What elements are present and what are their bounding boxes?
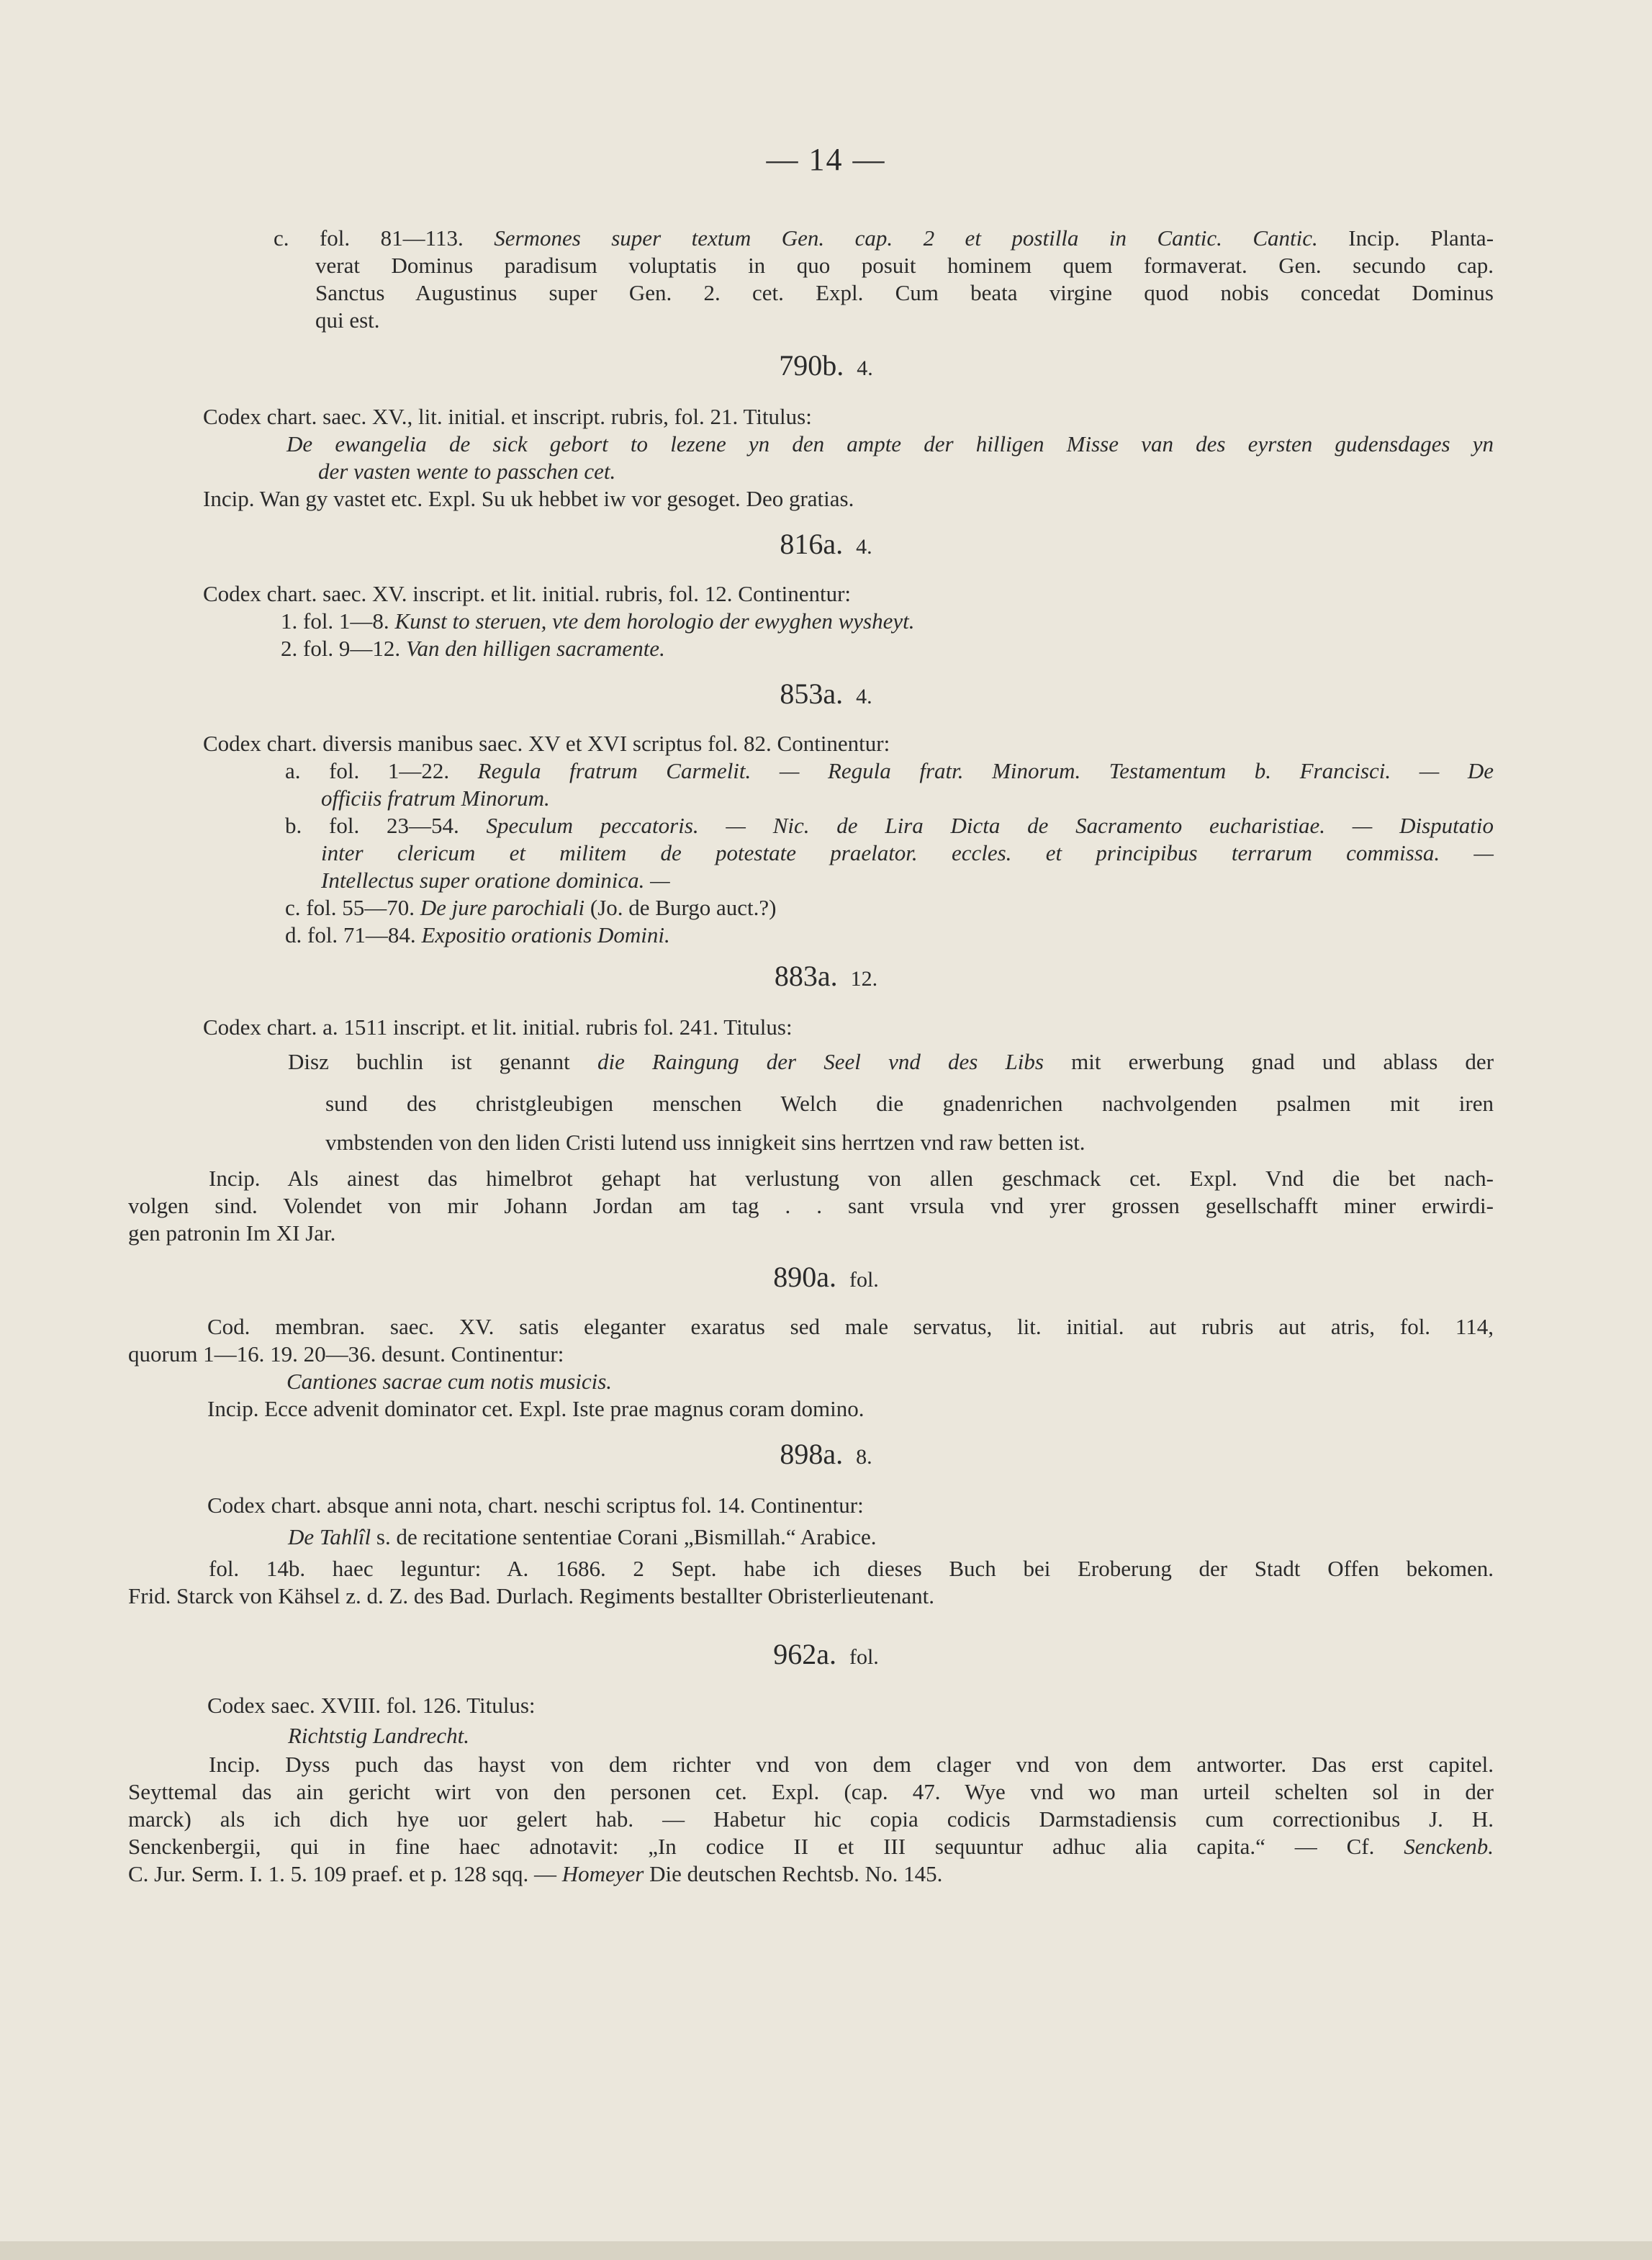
- text-line: 2. fol. 9—12. Van den hilligen sacramente.: [281, 636, 665, 661]
- text-line: Intellectus super oratione dominica. —: [321, 868, 670, 893]
- text-line: Incip. Wan gy vastet etc. Expl. Su uk hebbet iw vor gesoget. Deo gratias.: [203, 486, 854, 511]
- text-line: De ewangelia de sick gebort to lezene yn den ampte der hilligen Misse van des eyrsten gudensdages yn: [286, 431, 1494, 456]
- text-line: inter clericum et militem de potestate praelator. eccles. et principibus terrarum commissa. —: [321, 840, 1494, 865]
- text-line: Richtstig Landrecht.: [288, 1723, 469, 1748]
- text-line: 1. fol. 1—8. Kunst to steruen, vte dem horologio der ewyghen wysheyt.: [281, 608, 915, 634]
- text-line: der vasten wente to passchen cet.: [318, 459, 616, 484]
- text-line: Cantiones sacrae cum notis musicis.: [286, 1369, 613, 1394]
- text-line: De Tahlîl s. de recitatione sententiae Corani „Bismillah.“ Arabice.: [288, 1524, 877, 1549]
- text-line: Incip. Als ainest das himelbrot gehapt hat verlustung von allen geschmack cet. Expl. Vnd die bet nach-: [209, 1166, 1494, 1191]
- text-line: verat Dominus paradisum voluptatis in quo posuit hominem quem formaverat. Gen. secundo cap.: [315, 253, 1494, 278]
- text-line: Seyttemal das ain gericht wirt von den personen cet. Expl. (cap. 47. Wye vnd wo man urteil schelten sol in der: [128, 1779, 1494, 1804]
- entry-heading: 853a. 4.: [780, 677, 872, 710]
- text-line: Incip. Ecce advenit dominator cet. Expl. Iste prae magnus coram domino.: [207, 1396, 865, 1421]
- text-line: marck) als ich dich hye uor gelert hab. — Habetur hic copia codicis Darmstadiensis cum correctionibus J. H.: [128, 1806, 1494, 1832]
- text-line: Disz buchlin ist genannt die Raingung der Seel vnd des Libs mit erwerbung gnad und ablass der: [288, 1049, 1494, 1074]
- text-line: Codex chart. absque anni nota, chart. neschi scriptus fol. 14. Continentur:: [207, 1493, 864, 1518]
- text-line: fol. 14b. haec leguntur: A. 1686. 2 Sept. habe ich dieses Buch bei Eroberung der Stadt Offen bekomen.: [209, 1556, 1494, 1581]
- text-line: officiis fratrum Minorum.: [321, 785, 550, 811]
- text-line: qui est.: [315, 307, 380, 333]
- entry-heading: 898a. 8.: [780, 1438, 872, 1470]
- text-line: Codex saec. XVIII. fol. 126. Titulus:: [207, 1693, 536, 1718]
- text-line: c. fol. 55—70. De jure parochiali (Jo. de Burgo auct.?): [285, 895, 777, 920]
- text-line: quorum 1—16. 19. 20—36. desunt. Continentur:: [128, 1341, 564, 1367]
- text-line: Codex chart. a. 1511 inscript. et lit. initial. rubris fol. 241. Titulus:: [203, 1014, 793, 1040]
- text-line: Incip. Dyss puch das hayst von dem richter vnd von dem clager vnd von dem antworter. Das erst capitel.: [209, 1752, 1494, 1777]
- text-line: Frid. Starck von Kähsel z. d. Z. des Bad. Durlach. Regiments bestallter Obristerlieutenant.: [128, 1583, 935, 1608]
- text-line: vmbstenden von den liden Cristi lutend uss innigkeit sins herrtzen vnd raw betten ist.: [325, 1130, 1085, 1155]
- text-line: Cod. membran. saec. XV. satis eleganter exaratus sed male servatus, lit. initial. aut rubris aut atris, fol. 114,: [207, 1314, 1494, 1339]
- entry-heading: 962a. fol.: [773, 1638, 879, 1670]
- text-line: sund des christgleubigen menschen Welch die gnadenrichen nachvolgenden psalmen mit iren: [325, 1091, 1494, 1116]
- text-line: Sanctus Augustinus super Gen. 2. cet. Expl. Cum beata virgine quod nobis concedat Dominus: [315, 280, 1494, 305]
- entry-heading: 790b. 4.: [779, 349, 873, 382]
- text-line: Senckenbergii, qui in fine haec adnotavit: „In codice II et III sequuntur adhuc alia capita.“ — Cf. Senckenb.: [128, 1834, 1494, 1859]
- entry-heading: 816a. 4.: [780, 528, 872, 560]
- entry-heading: 890a. fol.: [773, 1261, 879, 1293]
- text-line: gen patronin Im XI Jar.: [128, 1220, 336, 1246]
- text-line: Codex chart. diversis manibus saec. XV et XVI scriptus fol. 82. Continentur:: [203, 731, 890, 756]
- text-line: c. fol. 81—113. Sermones super textum Gen. cap. 2 et postilla in Cantic. Cantic. Incip. Planta-: [274, 225, 1494, 251]
- page-number: — 14 —: [766, 142, 886, 177]
- text-line: Codex chart. saec. XV. inscript. et lit. initial. rubris, fol. 12. Continentur:: [203, 581, 851, 606]
- text-line: C. Jur. Serm. I. 1. 5. 109 praef. et p. 128 sqq. — Homeyer Die deutschen Rechtsb. No. 145.: [128, 1861, 943, 1886]
- text-line: d. fol. 71—84. Expositio orationis Domini.: [285, 922, 670, 947]
- text-line: b. fol. 23—54. Speculum peccatoris. — Nic. de Lira Dicta de Sacramento eucharistiae. — Disputatio: [285, 813, 1494, 838]
- text-line: volgen sind. Volendet von mir Johann Jordan am tag . . sant vrsula vnd yrer grossen gesellschafft miner erwirdi-: [128, 1193, 1494, 1218]
- text-line: Codex chart. saec. XV., lit. initial. et inscript. rubris, fol. 21. Titulus:: [203, 404, 812, 429]
- entry-heading: 883a. 12.: [774, 960, 878, 992]
- text-line: a. fol. 1—22. Regula fratrum Carmelit. — Regula fratr. Minorum. Testamentum b. Francisci. — De: [285, 758, 1494, 783]
